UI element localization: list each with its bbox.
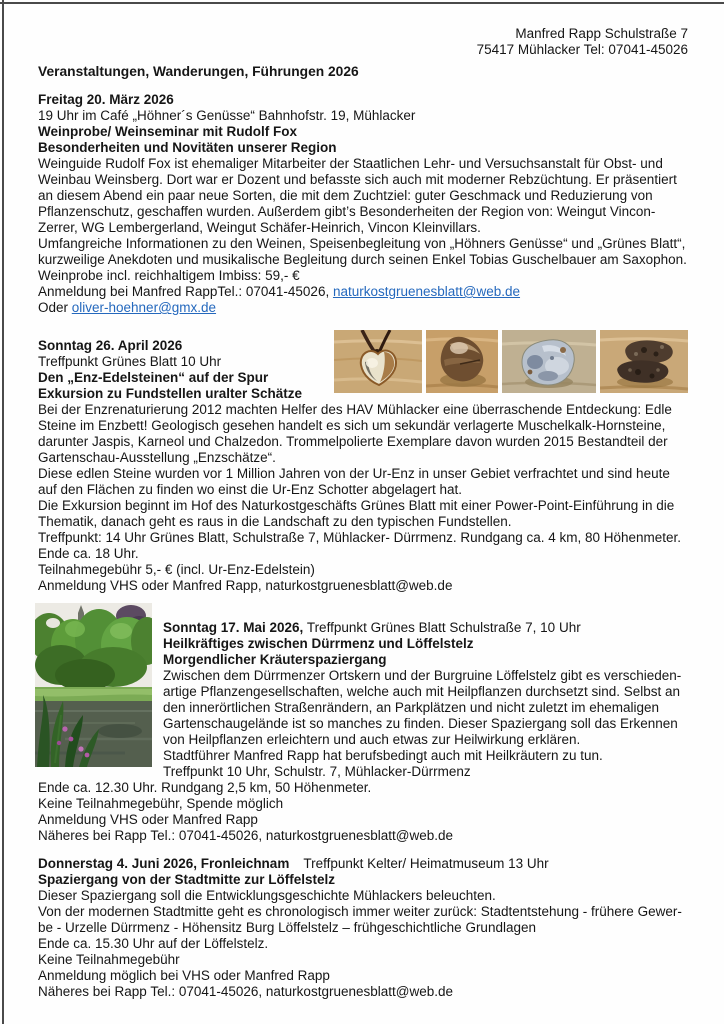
meeting-point: Treffpunkt Grünes Blatt Schulstraße 7, 10 Uhr <box>303 620 581 635</box>
text-line: artige Pflanzengesellschaften, welche auch mit Heilpflanzen durchsetzt sind. Selbst an <box>163 684 681 699</box>
letterhead-city-phone: 75417 Mühlacker Tel: 07041-45026 <box>476 42 688 57</box>
text-line: Thematik, danach geht es raus in die Landschaft zu den typischen Fundstellen. <box>38 514 512 529</box>
signup-text: Anmeldung bei Manfred RappTel.: 07041-45026, <box>38 284 333 299</box>
text-line: Stadtführer Manfred Rapp hat berufsbedingt auch mit Heilkräutern zu tun. <box>163 748 603 763</box>
signup-line <box>38 284 688 300</box>
event-date-line <box>163 620 688 636</box>
fee-line: Keine Teilnahmegebühr <box>38 952 180 967</box>
text-line: Gartenschaugelände ist so manches zu finden. Dieser Spaziergang soll das Erkennen <box>163 716 678 731</box>
event-heading: Den „Enz-Edelsteinen“ auf der Spur <box>38 370 269 385</box>
stone-photo-banded-hornstone <box>426 330 498 393</box>
text-line: kurzweilige Anekdoten und musikalische Begleitung durch seinen Enkel Tobias Guschelbauer am Saxophon. <box>38 252 687 267</box>
text-line: Weinguide Rudolf Fox ist ehemaliger Mitarbeiter der Staatlichen Lehr- und Versuchsanstalt für Obst- und <box>38 156 663 171</box>
event-date: Freitag 20. März 2026 <box>38 92 174 107</box>
scan-edge-top <box>0 2 724 4</box>
end-time: Ende ca. 18 Uhr. <box>38 546 139 561</box>
section-kraeuterspaziergang <box>38 620 688 844</box>
event-subheading: Morgendlicher Kräuterspaziergang <box>163 652 387 667</box>
text-line: an diesem Abend ein paar neue Sorten, die mit dem Zuchtziel: guter Geschmack und Reduzierung von <box>38 188 653 203</box>
contact-line: Näheres bei Rapp Tel.: 07041-45026, naturkostgruenesblatt@web.de <box>38 828 453 843</box>
page-title: Veranstaltungen, Wanderungen, Führungen 2026 <box>38 64 359 79</box>
text-line: Gartenschau-Ausstellung „Enzschätze“. <box>38 450 276 465</box>
fee-line: Teilnahmegebühr 5,- € (incl. Ur-Enz-Edelstein) <box>38 562 315 577</box>
stone-photo-heart-pendant <box>334 330 422 393</box>
stones-photo-strip <box>334 330 688 393</box>
end-time: Ende ca. 15.30 Uhr auf der Löffelstelz. <box>38 936 269 951</box>
signup-line: Anmeldung möglich bei VHS oder Manfred Rapp <box>38 968 330 983</box>
meeting-details: Treffpunkt 10 Uhr, Schulstr. 7, Mühlacker-Dürrmenz <box>163 764 471 779</box>
text-line: Bei der Enzrenaturierung 2012 machten Helfer des HAV Mühlacker eine überraschende Entdeckung: Edle <box>38 402 672 417</box>
letterhead <box>38 26 688 58</box>
section-weinprobe <box>38 92 688 316</box>
landscape-photo <box>35 603 152 767</box>
fee-line: Keine Teilnahmegebühr, Spende möglich <box>38 796 284 811</box>
event-heading: Heilkräftiges zwischen Dürrmenz und Löffelstelz <box>163 636 474 651</box>
meeting-point: Treffpunkt Grünes Blatt 10 Uhr <box>38 354 222 369</box>
text-line: darunter Jaspis, Karneol und Chalzedon. Trommelpolierte Exemplare davon wurden 2015 Bestandteil der <box>38 434 668 449</box>
email-link-hoehner[interactable]: oliver-hoehner@gmx.de <box>71 300 217 315</box>
end-time: Ende ca. 12.30 Uhr. Rundgang 2,5 km, 50 Höhenmeter. <box>38 780 372 795</box>
event-date: Sonntag 17. Mai 2026, <box>163 620 304 635</box>
text-line: Von der modernen Stadtmitte geht es chronologisch immer weiter zurück: Stadtentstehung - frühere Gewer- <box>38 904 682 919</box>
section-edelsteine <box>38 338 688 594</box>
meeting-point: Treffpunkt Kelter/ Heimatmuseum 13 Uhr <box>303 856 549 871</box>
text-line: Dieser Spaziergang soll die Entwicklungsgeschichte Mühlackers beleuchten. <box>38 888 496 903</box>
contact-line: Näheres bei Rapp Tel.: 07041-45026, naturkostgruenesblatt@web.de <box>38 984 453 999</box>
text-line: den innerörtlichen Straßenrändern, an Parkplätzen und nicht zuletzt im ehemaligen <box>163 700 660 715</box>
signup-line: Anmeldung VHS oder Manfred Rapp, naturkostgruenesblatt@web.de <box>38 578 453 593</box>
alt-signup-text: Oder <box>38 300 72 315</box>
scan-edge-left <box>2 0 4 1024</box>
event-subheading: Exkursion zu Fundstellen uralter Schätze <box>38 386 303 401</box>
text-line: Umfangreiche Informationen zu den Weinen, Speisenbegleitung von „Höhners Genüsse“ und „Grünes Blatt“, <box>38 236 686 251</box>
text-line: Pflanzenschutz, geschaffen wurden. Außerdem gibt’s Besonderheiten der Region von: Weingut Vincon- <box>38 204 656 219</box>
event-date: Donnerstag 4. Juni 2026, Fronleichnam <box>38 856 290 871</box>
page-content <box>38 26 688 1000</box>
text-line: Zwischen dem Dürrmenzer Ortskern und der Burgruine Löffelstelz gibt es verschieden- <box>163 668 682 683</box>
event-subheading: Besonderheiten und Novitäten unserer Region <box>38 140 337 155</box>
text-line: Zerrer, WG Lembergerland, Weingut Schäfer-Heinrich, Vincon Kleinvillars. <box>38 220 481 235</box>
letterhead-name-address: Manfred Rapp Schulstraße 7 <box>515 26 688 41</box>
price-line: Weinprobe incl. reichhaltigem Imbiss: 59,- € <box>38 268 300 283</box>
signup-line: Anmeldung VHS oder Manfred Rapp <box>38 812 258 827</box>
event-heading: Weinprobe/ Weinseminar mit Rudolf Fox <box>38 124 298 139</box>
stone-photo-chalcedony <box>502 330 596 393</box>
section-stadtmitte <box>38 856 688 1000</box>
text-line: be - Urzelle Dürrmenz - Höhensitz Burg Löffelstelz – frühgeschichtliche Grundlagen <box>38 920 536 935</box>
event-date: Sonntag 26. April 2026 <box>38 338 183 353</box>
event-venue: 19 Uhr im Café „Höhner´s Genüsse“ Bahnhofstr. 19, Mühlacker <box>38 108 416 123</box>
event-heading: Spaziergang von der Stadtmitte zur Löffelstelz <box>38 872 336 887</box>
text-line: Diese edlen Steine wurden vor 1 Million Jahren von der Ur-Enz in unser Gebiet verfrachtet und sind heute <box>38 466 670 481</box>
event-date-line <box>38 856 688 872</box>
text-line: auf den Flächen zu finden wo einst die Ur-Enz Schotter abgelagert hat. <box>38 482 463 497</box>
text-line: Steine im Enzbett! Geologisch gesehen handelt es sich um sekundär verlagerte Muschelkalk-Hornsteine, <box>38 418 666 433</box>
email-link-naturkost[interactable]: naturkostgruenesblatt@web.de <box>332 284 521 299</box>
text-line: von Heilpflanzen erleichtern und auch etwas zur Heilwirkung erklären. <box>163 732 581 747</box>
stone-photo-dark-jasper-pair <box>600 330 688 393</box>
text-line: Die Exkursion beginnt im Hof des Naturkostgeschäfts Grünes Blatt mit einer Power-Point-Einführung in die <box>38 498 675 513</box>
meeting-details: Treffpunkt: 14 Uhr Grünes Blatt, Schulstraße 7, Mühlacker- Dürrmenz. Rundgang ca. 4 km, 80 Höhenmeter. <box>38 530 682 545</box>
alt-signup-line <box>38 300 688 316</box>
text-line: Weinbau Weinsberg. Dort war er Dozent und befasste sich auch mit moderner Rebzüchtung. Er präsentiert <box>38 172 677 187</box>
